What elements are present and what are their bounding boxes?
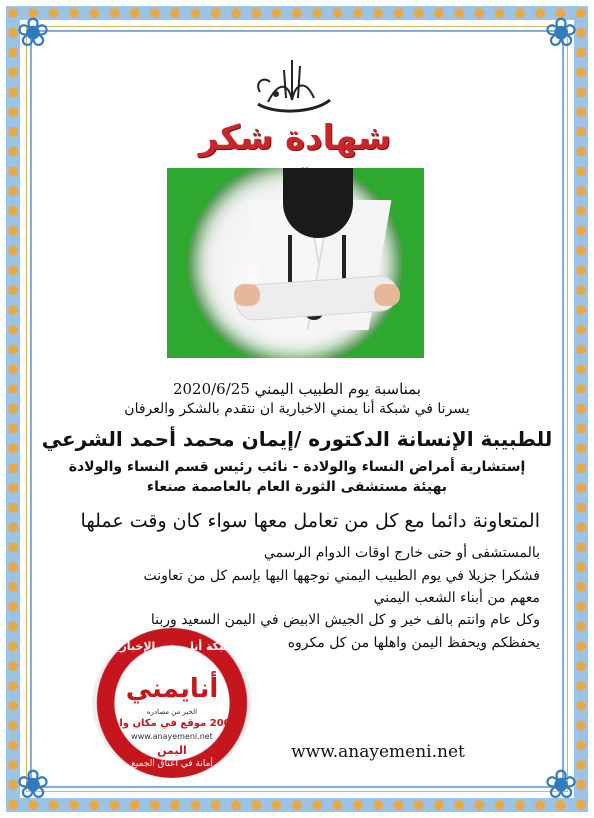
logo-country: اليمن xyxy=(157,744,187,757)
body-paragraph-line: يحفظكم ويحفظ اليمن واهلها من كل مكروه xyxy=(287,635,540,651)
recipient-hospital: بهيئة مستشفى الثورة العام بالعاصمة صنعاء xyxy=(146,479,448,495)
logo-url: www.anayemeni.net xyxy=(131,732,213,741)
body-paragraph-line: وكل عام وانتم بالف خير و كل الجيش الابيض في اليمن السعيد وربنا xyxy=(150,612,540,628)
logo-arc-text: شبكة أنا يمني الإخبارية xyxy=(109,640,235,653)
logo-tagline: الخبر من مصادره xyxy=(146,708,198,716)
logo-brand: أنايمني xyxy=(125,674,219,704)
intro-line: يسرنا في شبكة أنا يمني الاخبارية ان نتقدم بالشكر والعرفان xyxy=(124,401,470,417)
body-paragraph-line: معهم من أبناء الشعب اليمني xyxy=(373,590,540,606)
corner-ornament-icon: ❀ xyxy=(544,10,578,56)
body-paragraph-line: المتعاونة دائما مع كل من تعامل معها سواء كان وقت عملها xyxy=(80,510,540,532)
body-paragraph-line: فشكرا جزيلا في يوم الطبيب اليمني نوجهها اليها بإسم كل من تعاونت xyxy=(143,568,540,584)
body-paragraph-line: بالمستشفى أو حتى خارج اوقات الدوام الرسمي xyxy=(263,545,540,561)
occasion-line: بمناسبة يوم الطبيب اليمني 2020/6/25 xyxy=(172,380,422,398)
recipient-role: إستشارية أمراض النساء والولادة - نائب رئيس قسم النساء والولادة xyxy=(68,459,526,475)
calligraphy-emblem-icon xyxy=(248,52,338,118)
certificate-title: شهادة شكر xyxy=(198,118,392,158)
corner-ornament-icon: ❀ xyxy=(544,762,578,808)
doctor-photo xyxy=(167,168,424,358)
corner-ornament-icon: ❀ xyxy=(16,762,50,808)
recipient-name: للطبيبة الإنسانة الدكتوره /إيمان محمد أحمد الشرعي xyxy=(41,427,553,451)
logo-count-line: 2000 موقع في مكان واحد xyxy=(106,718,238,729)
logo-motto: أمانة في أعناق الجميع xyxy=(131,759,213,769)
corner-ornament-icon: ❀ xyxy=(16,10,50,56)
anayemeni-logo xyxy=(92,628,252,778)
website-link[interactable]: www.anayemeni.net xyxy=(291,742,465,762)
